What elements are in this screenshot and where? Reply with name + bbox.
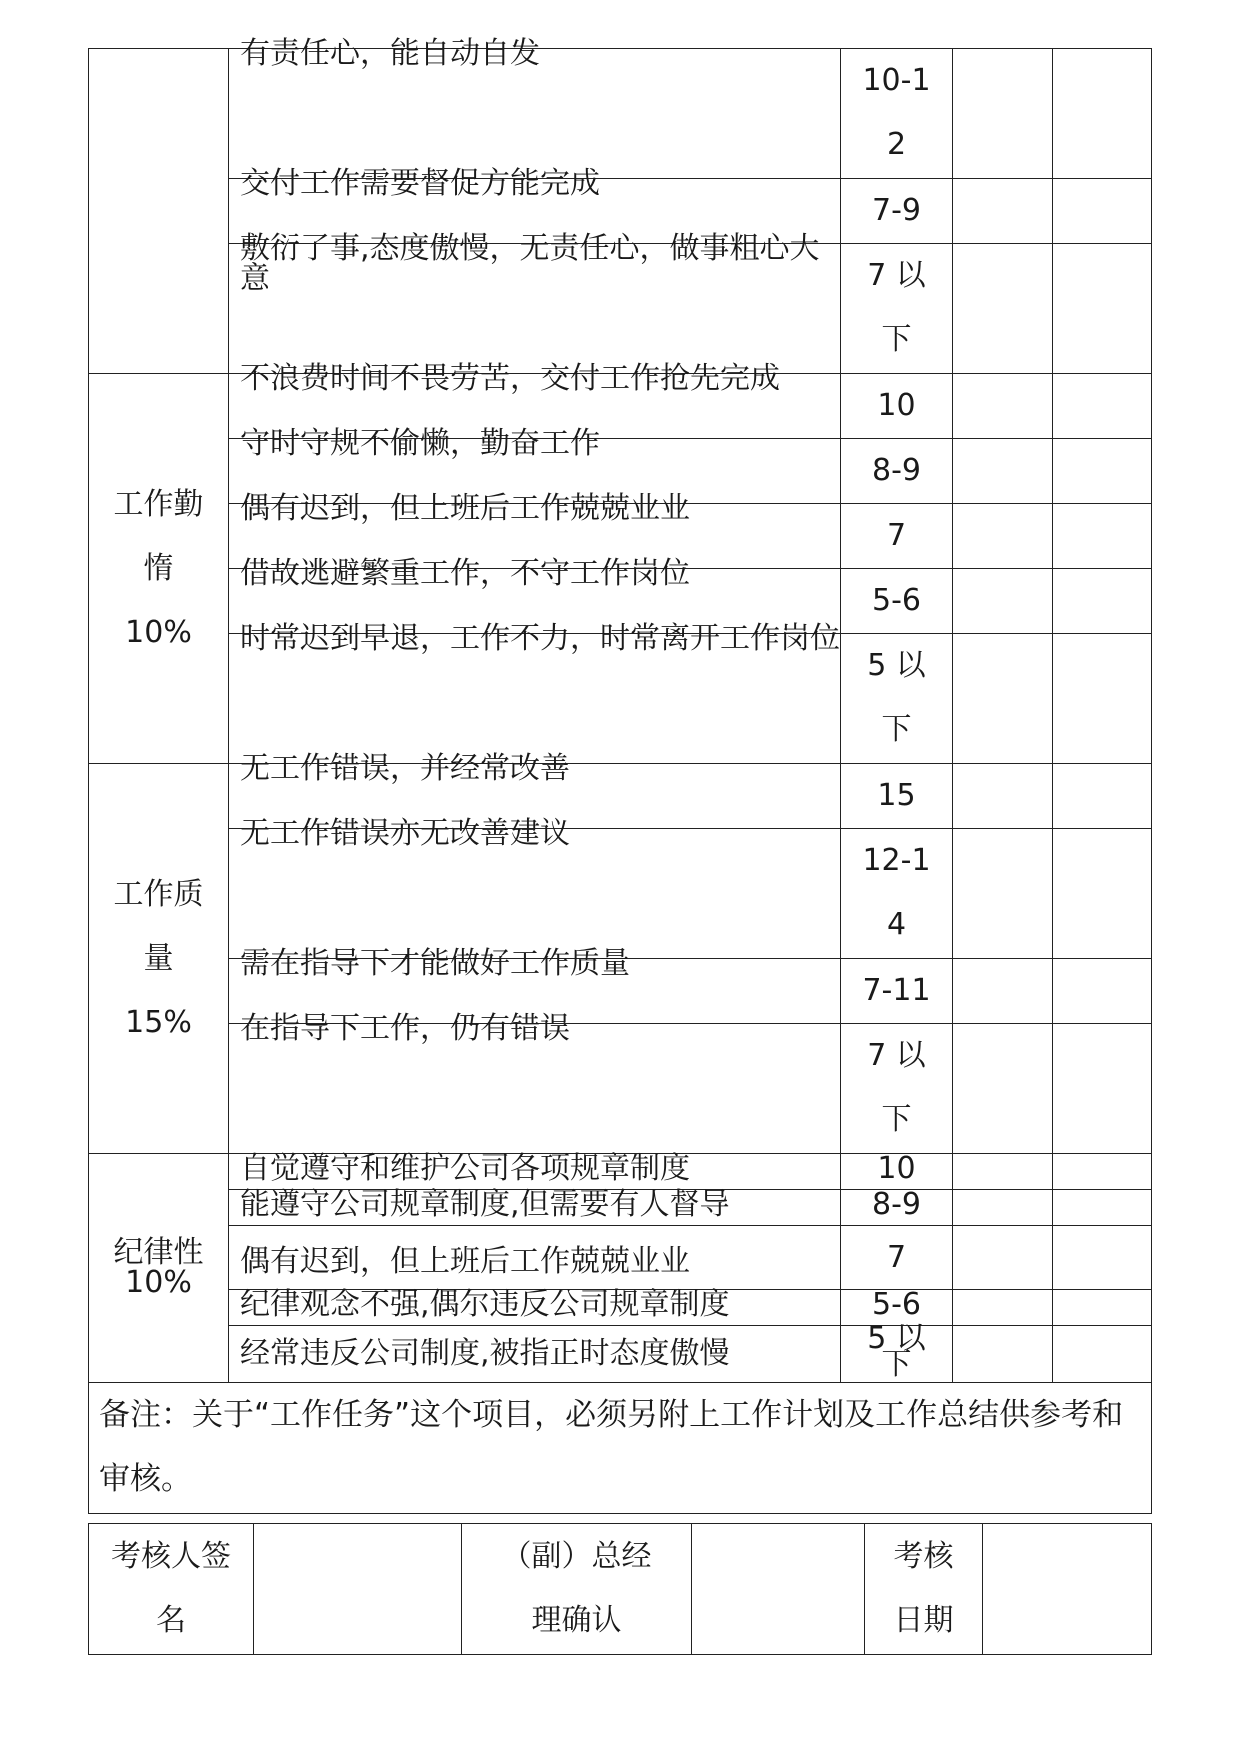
reviewer-score-cell[interactable]	[1053, 374, 1152, 439]
criterion-desc: 纪律观念不强,偶尔违反公司规章制度	[229, 1290, 841, 1326]
reviewer-score-cell[interactable]	[1053, 1154, 1152, 1190]
self-score-cell[interactable]	[953, 569, 1053, 634]
reviewer-score-cell[interactable]	[1053, 829, 1152, 959]
score-range: 7	[841, 504, 953, 569]
criterion-desc: 能遵守公司规章制度,但需要有人督导	[229, 1190, 841, 1226]
reviewer-score-cell[interactable]	[1053, 244, 1152, 374]
manager-confirm-label: （副）总经理确认	[462, 1524, 692, 1655]
signature-table	[88, 1523, 1152, 1655]
score-range: 5-6	[841, 569, 953, 634]
criterion-desc: 需在指导下才能做好工作质量	[229, 959, 841, 1024]
self-score-cell[interactable]	[953, 1024, 1053, 1154]
reviewer-signature-field[interactable]	[254, 1524, 462, 1655]
reviewer-score-cell[interactable]	[1053, 504, 1152, 569]
reviewer-score-cell[interactable]	[1053, 1326, 1152, 1383]
criterion-desc: 偶有迟到，但上班后工作兢兢业业	[229, 504, 841, 569]
reviewer-score-cell[interactable]	[1053, 1190, 1152, 1226]
criterion-desc: 守时守规不偷懒，勤奋工作	[229, 439, 841, 504]
reviewer-score-cell[interactable]	[1053, 569, 1152, 634]
self-score-cell[interactable]	[953, 764, 1053, 829]
score-range: 8-9	[841, 439, 953, 504]
self-score-cell[interactable]	[953, 439, 1053, 504]
score-range: 7-11	[841, 959, 953, 1024]
reviewer-score-cell[interactable]	[1053, 179, 1152, 244]
self-score-cell[interactable]	[953, 829, 1053, 959]
criterion-desc: 无工作错误，并经常改善	[229, 764, 841, 829]
score-range: 8-9	[841, 1190, 953, 1226]
self-score-cell[interactable]	[953, 1290, 1053, 1326]
manager-confirm-field[interactable]	[692, 1524, 865, 1655]
reviewer-score-cell[interactable]	[1053, 439, 1152, 504]
self-score-cell[interactable]	[953, 374, 1053, 439]
reviewer-score-cell[interactable]	[1053, 1290, 1152, 1326]
score-range: 10	[841, 1154, 953, 1190]
self-score-cell[interactable]	[953, 49, 1053, 179]
note-text: 备注：关于“工作任务”这个项目，必须另附上工作计划及工作总结供参考和审核。	[89, 1383, 1152, 1514]
score-range: 10-12	[841, 49, 953, 179]
self-score-cell[interactable]	[953, 1154, 1053, 1190]
score-range: 7-9	[841, 179, 953, 244]
self-score-cell[interactable]	[953, 1326, 1053, 1383]
self-score-cell[interactable]	[953, 504, 1053, 569]
assessment-date-label: 考核日期	[865, 1524, 983, 1655]
criterion-desc: 不浪费时间不畏劳苦，交付工作抢先完成	[229, 374, 841, 439]
assessment-table	[88, 36, 1152, 1514]
self-score-cell[interactable]	[953, 179, 1053, 244]
reviewer-score-cell[interactable]	[1053, 49, 1152, 179]
criterion-desc: 自觉遵守和维护公司各项规章制度	[229, 1154, 841, 1190]
criterion-desc: 敷衍了事,态度傲慢，无责任心，做事粗心大意	[229, 244, 841, 374]
score-range: 5-6	[841, 1290, 953, 1326]
reviewer-score-cell[interactable]	[1053, 764, 1152, 829]
criterion-desc: 偶有迟到，但上班后工作兢兢业业	[229, 1226, 841, 1290]
self-score-cell[interactable]	[953, 1190, 1053, 1226]
self-score-cell[interactable]	[953, 634, 1053, 764]
criterion-desc: 在指导下工作，仍有错误	[229, 1024, 841, 1154]
reviewer-score-cell[interactable]	[1053, 634, 1152, 764]
score-range: 5 以下	[841, 1326, 953, 1383]
category-discipline: 纪律性 10%	[89, 1154, 229, 1383]
self-score-cell[interactable]	[953, 1226, 1053, 1290]
score-range: 10	[841, 374, 953, 439]
criterion-desc: 经常违反公司制度,被指正时态度傲慢	[229, 1326, 841, 1383]
score-range: 15	[841, 764, 953, 829]
category-quality: 工作质量 15%	[89, 764, 229, 1154]
criterion-desc: 借故逃避繁重工作，不守工作岗位	[229, 569, 841, 634]
reviewer-score-cell[interactable]	[1053, 1226, 1152, 1290]
reviewer-score-cell[interactable]	[1053, 1024, 1152, 1154]
self-score-cell[interactable]	[953, 959, 1053, 1024]
score-range: 7 以下	[841, 244, 953, 374]
score-range: 7 以下	[841, 1024, 953, 1154]
criterion-desc: 时常迟到早退，工作不力，时常离开工作岗位	[229, 634, 841, 764]
score-range: 12-14	[841, 829, 953, 959]
self-score-cell[interactable]	[953, 244, 1053, 374]
score-range: 5 以下	[841, 634, 953, 764]
assessment-date-field[interactable]	[983, 1524, 1152, 1655]
score-range: 7	[841, 1226, 953, 1290]
reviewer-signature-label: 考核人签名	[89, 1524, 254, 1655]
criterion-desc: 无工作错误亦无改善建议	[229, 829, 841, 959]
criterion-desc: 交付工作需要督促方能完成	[229, 179, 841, 244]
category-diligence: 工作勤惰 10%	[89, 374, 229, 764]
reviewer-score-cell[interactable]	[1053, 959, 1152, 1024]
criterion-desc: 有责任心，能自动自发	[229, 49, 841, 179]
category-cell	[89, 49, 229, 374]
